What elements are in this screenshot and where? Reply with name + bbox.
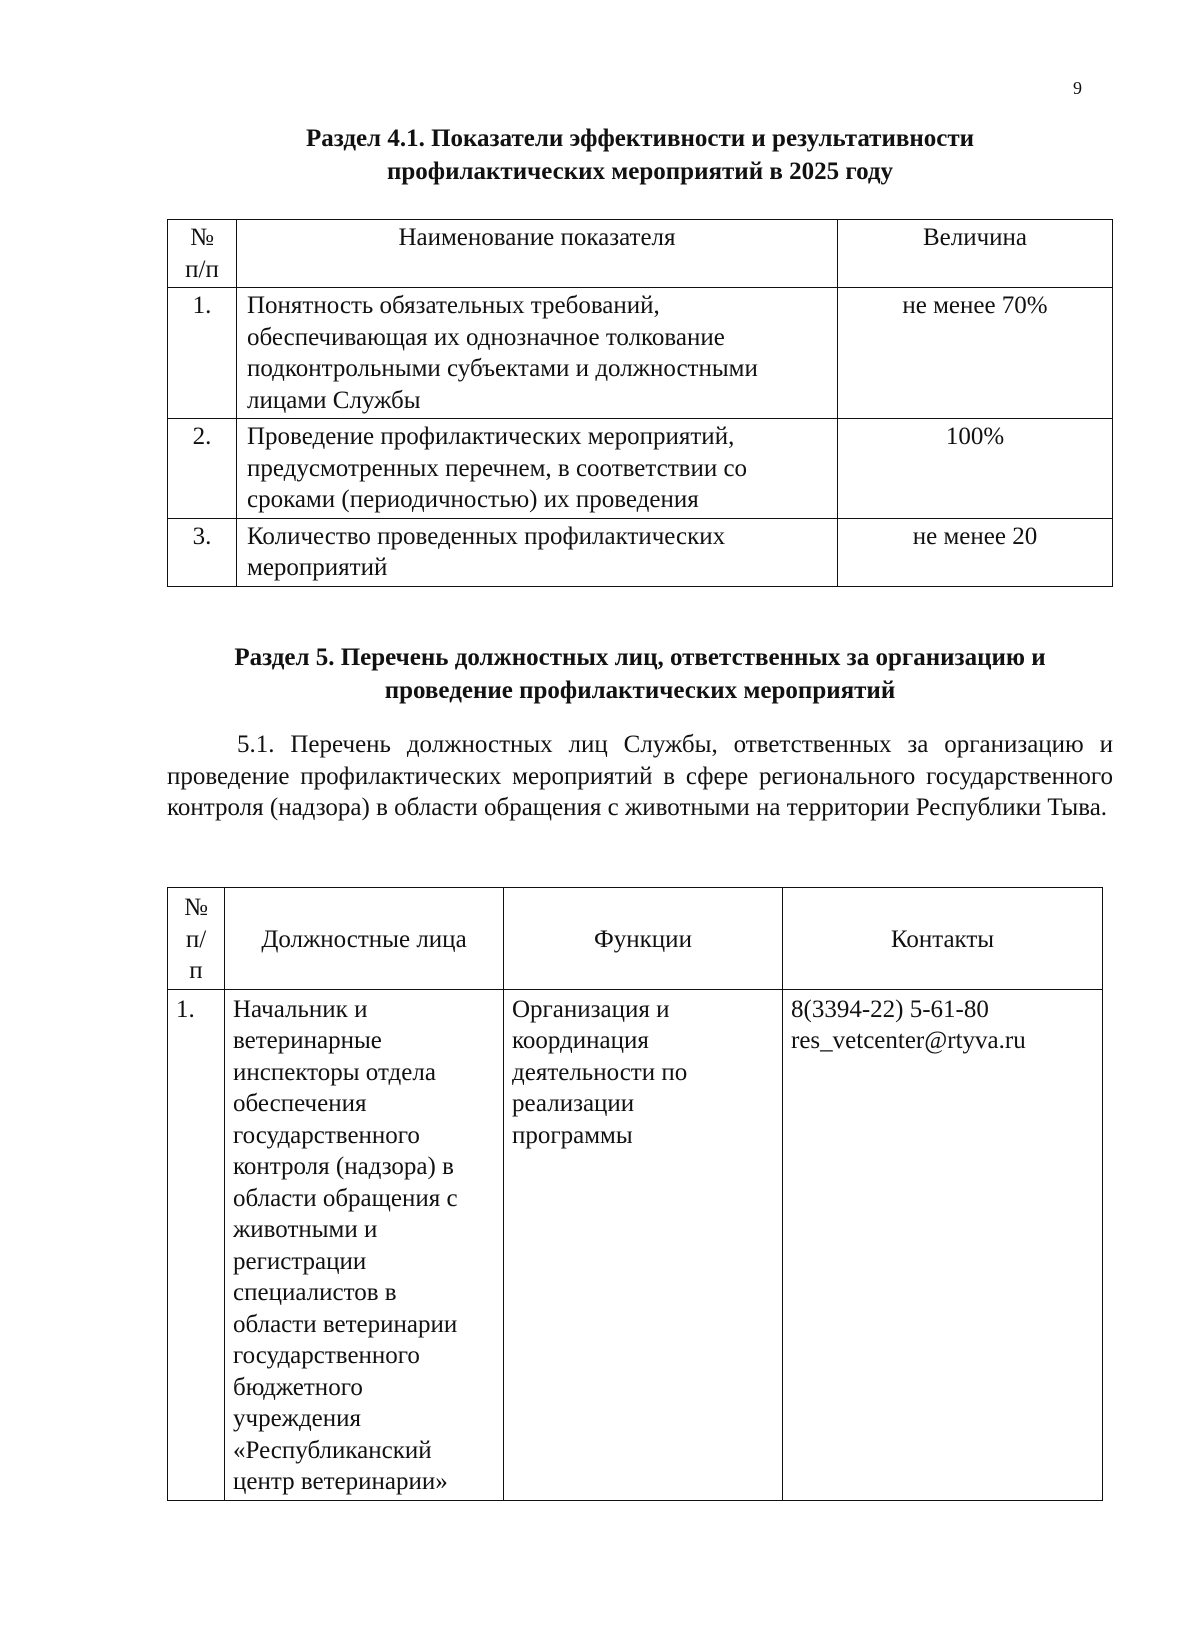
contact-phone: 8(3394-22) 5-61-80	[791, 995, 989, 1023]
indicator-value: не менее 70%	[838, 288, 1113, 419]
officials-table	[167, 887, 1103, 1501]
section-5-title-line-1: Раздел 5. Перечень должностных лиц, ответственных за организацию и	[234, 644, 1046, 671]
indicator-name: Понятность обязательных требований, обеспечивающая их однозначное толкование подконтрольными субъектами и должностными лицами Службы	[237, 288, 838, 419]
table-row	[168, 989, 1103, 1500]
header-number: № п/п	[168, 220, 237, 288]
indicator-name: Проведение профилактических мероприятий, предусмотренных перечнем, в соответствии со сроками (периодичностью) их проведения	[237, 419, 838, 519]
section-5-title-line-2: проведение профилактических мероприятий	[384, 677, 896, 704]
contacts-cell	[783, 989, 1103, 1500]
functions-cell: Организация и координация деятельности по реализации программы	[504, 989, 783, 1500]
header-functions: Функции	[504, 888, 783, 990]
section-5-1-paragraph: 5.1. Перечень должностных лиц Службы, ответственных за организацию и проведение профилактических мероприятий в сфере регионального государственного контроля (надзора) в области обращения с животными на территории Республики Тыва.	[167, 731, 1113, 821]
indicator-value: не менее 20	[838, 518, 1113, 586]
header-contacts: Контакты	[783, 888, 1103, 990]
indicator-value: 100%	[838, 419, 1113, 519]
table-row	[168, 518, 1113, 586]
officials-table-header	[168, 888, 1103, 990]
section-5-heading	[160, 641, 1120, 707]
contact-email: res_vetcenter@rtyva.ru	[791, 1027, 1026, 1054]
header-officials: Должностные лица	[225, 888, 504, 990]
header-number: № п/ п	[168, 888, 225, 990]
row-number: 2.	[168, 419, 237, 519]
officials-cell: Начальник и ветеринарные инспекторы отдела обеспечения государственного контроля (надзора) в области обращения с животными и регистрации специалистов в области ветеринарии государственного бюджетного учреждения «Республиканский центр ветеринарии»	[225, 989, 504, 1500]
row-number: 1.	[168, 288, 237, 419]
indicators-table-header	[168, 220, 1113, 288]
section-4-1-heading	[190, 122, 1090, 188]
page-number: 9	[1073, 78, 1082, 98]
section-4-1-title-line-2: профилактических мероприятий в 2025 году	[386, 158, 894, 185]
header-indicator-name: Наименование показателя	[237, 220, 838, 288]
row-number: 1.	[168, 989, 225, 1500]
header-value: Величина	[838, 220, 1113, 288]
row-number: 3.	[168, 518, 237, 586]
section-4-1-title-line-1: Раздел 4.1. Показатели эффективности и результативности	[305, 125, 975, 152]
table-row	[168, 288, 1113, 419]
table-row	[168, 419, 1113, 519]
indicator-name: Количество проведенных профилактических мероприятий	[237, 518, 838, 586]
indicators-table	[167, 219, 1113, 587]
